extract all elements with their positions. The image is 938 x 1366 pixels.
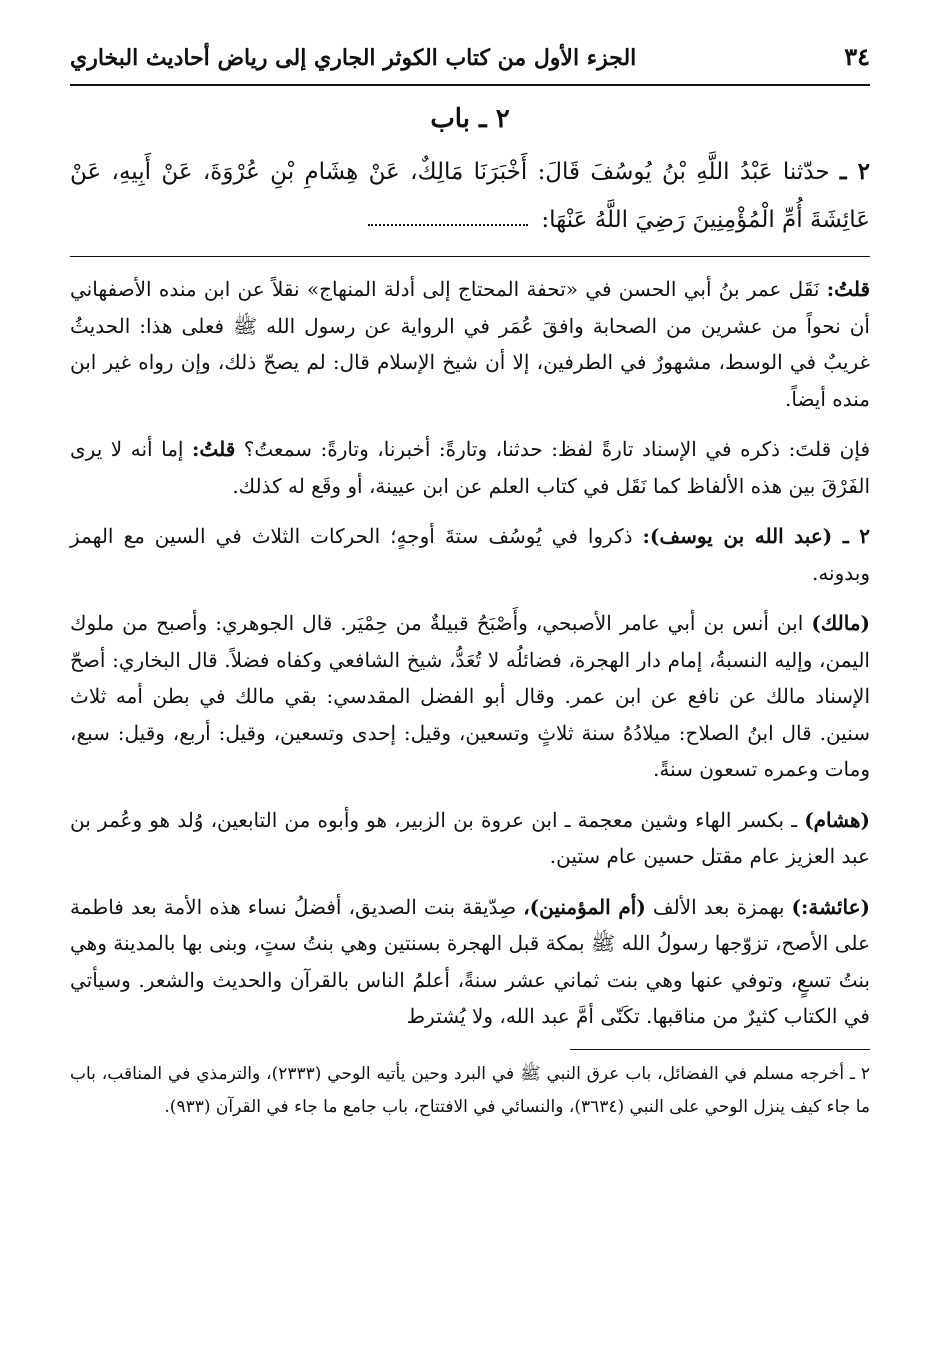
header-rule: [70, 84, 870, 86]
commentary-paragraph-5: [70, 802, 870, 875]
hadith-body: حدّثنا عَبْدُ اللَّهِ بْنُ يُوسُفَ قَالَ: أَخْبَرَنَا مَالِكٌ، عَنْ هِشَامِ بْنِ عُرْوَةَ، عَنْ أَبِيهِ، عَنْ عَائِشَةَ أُمِّ الْمُؤْمِنِينَ رَضِيَ اللَّهُ عَنْهَا:: [70, 159, 870, 233]
paragraph-text: ـ بكسر الهاء وشين معجمة ـ ابن عروة بن الزبير، هو وأبوه من التابعين، وُلد هو وعُمر بن عبد العزيز عام مقتل حسين عام ستين.: [70, 807, 870, 868]
lead-word: قلتُ:: [192, 437, 236, 461]
paragraph-text: ابن أنس بن أبي عامر الأصبحي، وأَصْبَحُ قبيلةٌ من حِمْيَر. قال الجوهري: وأصبح من ملوك اليمن، وإليه النسبةُ، إمام دار الهجرة، فضائلُه لا تُعَدُّ، شيخ الشافعي وكفاه فضلاً. قال البخاري: أصحّ الإسناد مالك عن نافع عن ابن عمر. وقال أبو الفضل المقدسي: بقي مالك في بطن أمه ثلاث سنين. قال ابنُ الصلاح: ميلادُهُ سنة ثلاثٍ وتسعين، وقيل: إحدى وتسعين، وقيل: أربع، وقيل: سبع، ومات وعمره تسعون سنةً.: [70, 611, 870, 781]
commentary-paragraph-6: [70, 889, 870, 1035]
page-header: [70, 42, 870, 82]
running-title: الجزء الأول من كتاب الكوثر الجاري إلى رياض أحاديث البخاري: [70, 45, 637, 71]
lead-word: (مالك): [811, 611, 871, 635]
lead-word: ٢ ـ (عبد الله بن يوسف):: [642, 524, 871, 548]
book-page: [70, 42, 870, 1124]
lead-word: (هشام): [804, 807, 870, 832]
commentary-paragraph-2: [70, 431, 870, 504]
commentary-paragraph-4: [70, 605, 870, 788]
lead-word: (عائشة:): [791, 894, 871, 919]
lead-word: (أم المؤمنين)،: [523, 894, 646, 919]
chapter-heading: ٢ ـ باب: [430, 104, 510, 134]
paragraph-text: بهمزة بعد الألف: [652, 894, 785, 919]
hadith-number: ٢ ـ: [839, 158, 870, 185]
paragraph-text: إما أنه لا يرى الفَرْقَ بين هذه الألفاظ كما نَقَل في كتاب العلم عن ابن عيينة، أو وقَع له كذلك.: [70, 437, 870, 498]
footnote-rule: [570, 1049, 870, 1050]
paragraph-text: نَقَل عمر بنُ أبي الحسن في «تحفة المحتاج إلى أدلة المنهاج» نقلاً عن ابن منده الأصفهاني أن نحواً من عشرين من الصحابة وافقَ عُمَر في الرواية عن رسول الله ﷺ فعلى هذا: الحديثُ غريبٌ في الوسط، مشهورٌ في الطرفين، إلا أن شيخ الإسلام قال: لم يصحّ ذلك، وإن رواه غير ابن منده أيضاً.: [70, 277, 870, 411]
dotted-leader: [368, 216, 528, 226]
commentary-paragraph-3: [70, 518, 870, 591]
lead-word: قلتُ:: [826, 277, 870, 301]
commentary-paragraph-1: [70, 271, 870, 417]
hadith-text: [70, 148, 870, 244]
page-number: ٣٤: [844, 42, 870, 71]
paragraph-text: ذكروا في يُوسُف ستةَ أوجهٍ؛ الحركات الثلاث في السين مع الهمز وبدونه.: [70, 524, 870, 585]
paragraph-text: فإن قلتَ: ذكره في الإسناد تارةً لفظ: حدثنا، وتارةً: أخبرنا، وتارةً: سمعتُ؟: [243, 437, 871, 461]
footnote: ٢ ـ أخرجه مسلم في الفضائل، باب عرق النبي ﷺ في البرد وحين يأتيه الوحي (٢٣٣٣)، والترمذي في المناقب، باب ما جاء كيف ينزل الوحي على النبي (٣٦٣٤)، والنسائي في الافتتاح، باب جامع ما جاء في القرآن (٩٣٣).: [70, 1063, 871, 1117]
paragraph-text: صِدّيقة بنت الصديق، أفضلُ نساء هذه الأمة بعد فاطمة على الأصح، تزوّجها رسولُ الله ﷺ بمكة قبل الهجرة بسنتين وهي بنتُ ستٍ، وبنى بها بالمدينة وهي بنتُ تسعٍ، وتوفي عنها وهي بنت ثماني عشر سنةً، أعلمُ الناس بالقرآن والحديث والشعر. وسيأتي في الكتاب كثيرٌ من مناقبها. تكَنّى أمَّ عبد الله، ولا يُشترط: [70, 894, 870, 1028]
separator-rule: [70, 256, 870, 257]
